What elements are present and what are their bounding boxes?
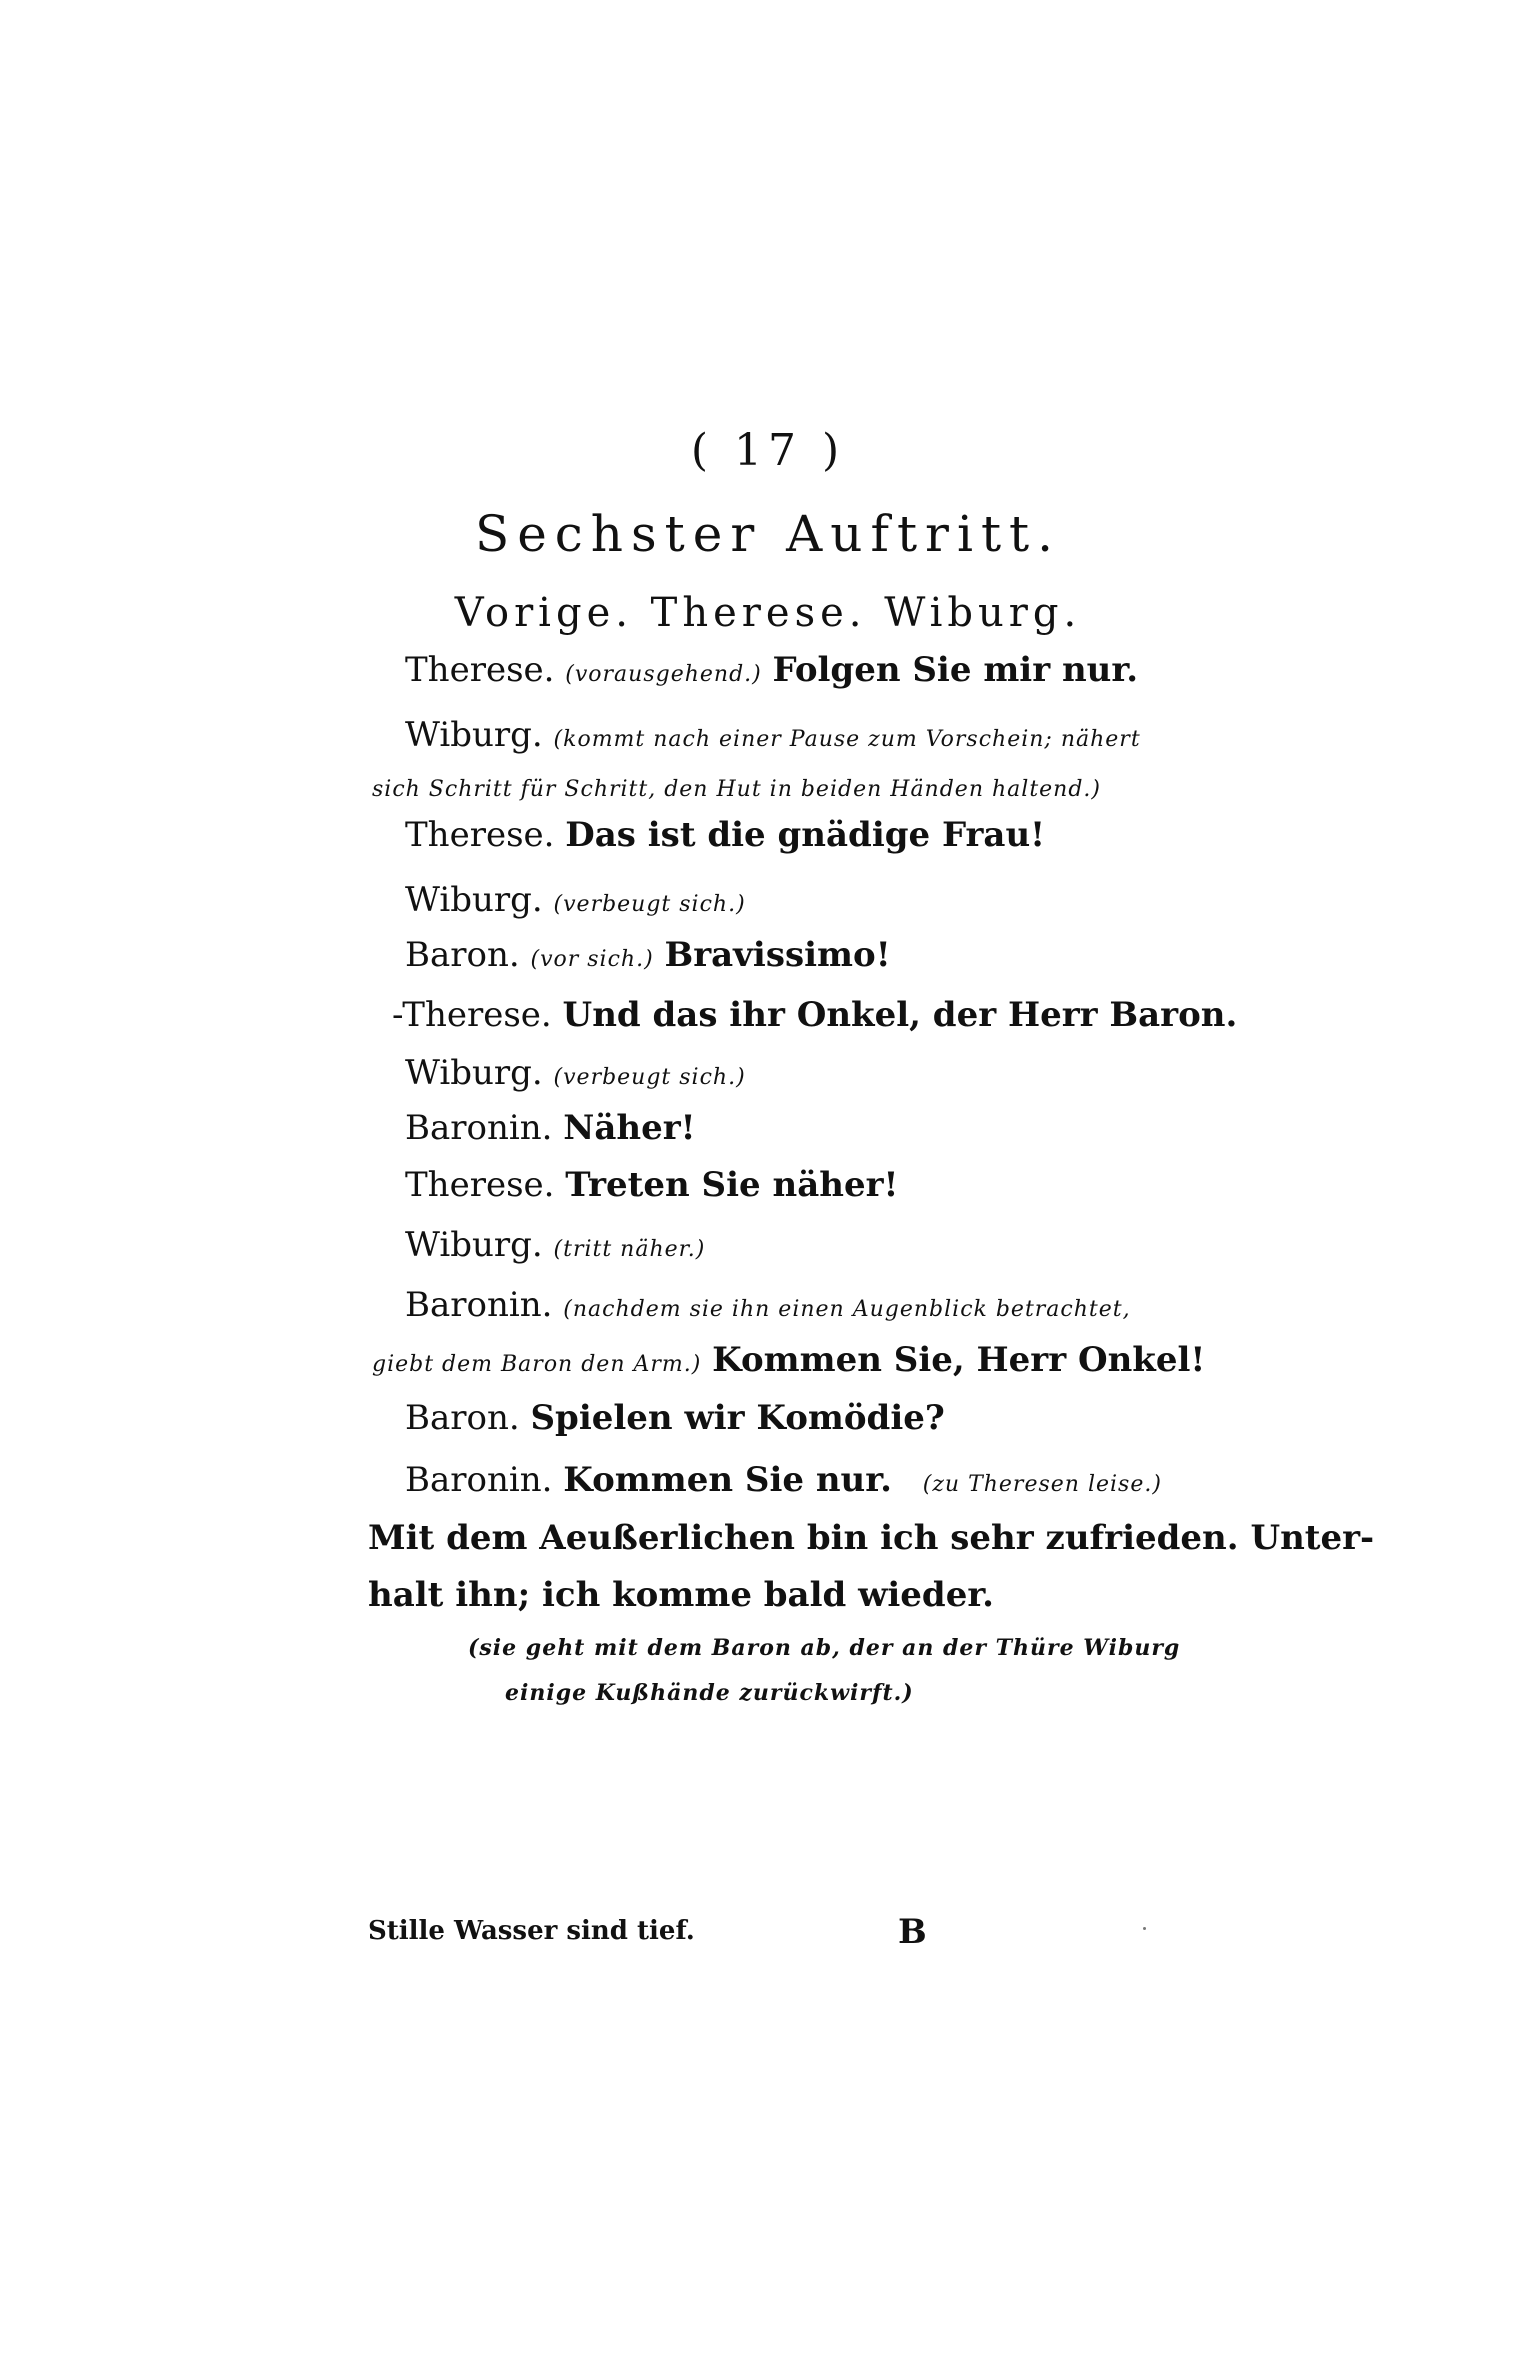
speaker-name: Wiburg.	[405, 1225, 543, 1265]
dialogue-line	[405, 1398, 945, 1438]
speaker-name: Baron.	[405, 935, 520, 975]
signature-line: Stille Wasser sind tief.	[368, 1916, 695, 1946]
dialogue-line	[405, 935, 891, 980]
dialogue-line	[405, 1460, 1162, 1505]
dialogue-line	[372, 1340, 1205, 1385]
closing-stage-direction: (sie geht mit dem Baron ab, der an der Thüre Wiburg	[468, 1635, 1181, 1661]
dialogue-line	[405, 1108, 696, 1148]
persons-list: Vorige. Therese. Wiburg.	[454, 590, 1082, 636]
speaker-name: -Therese.	[392, 995, 552, 1035]
stage-direction: (tritt näher.)	[553, 1237, 706, 1262]
speech-text: Kommen Sie, Herr Onkel!	[712, 1340, 1206, 1380]
speaker-name: Therese.	[405, 815, 555, 855]
speech-text: Folgen Sie mir nur.	[772, 650, 1139, 690]
speaker-name: Wiburg.	[405, 715, 543, 755]
dialogue-line	[372, 765, 1101, 810]
closing-stage-direction: einige Kußhände zurückwirft.)	[505, 1680, 914, 1706]
stage-direction: (zu Theresen leise.)	[922, 1472, 1162, 1497]
speech-text: Kommen Sie nur.	[563, 1460, 892, 1500]
signature-mark: B	[898, 1912, 927, 1952]
speech-text: Mit dem Aeußerlichen bin ich sehr zufrieden. Unter-	[368, 1518, 1375, 1558]
stage-direction: (nachdem sie ihn einen Augenblick betrachtet,	[563, 1297, 1131, 1322]
speaker-name: Therese.	[405, 650, 555, 690]
speaker-name: Baronin.	[405, 1108, 553, 1148]
scene-title: Sechster Auftritt.	[474, 505, 1062, 563]
speech-text: Spielen wir Komödie?	[530, 1398, 945, 1438]
speech-text: Bravissimo!	[664, 935, 891, 975]
speech-text: Näher!	[563, 1108, 696, 1148]
stage-direction: (verbeugt sich.)	[553, 892, 746, 917]
speaker-name: Wiburg.	[405, 880, 543, 920]
stage-direction: (verbeugt sich.)	[553, 1065, 746, 1090]
dialogue-line	[405, 650, 1138, 695]
dialogue-line	[405, 1225, 705, 1270]
speaker-name: Therese.	[405, 1165, 555, 1205]
speaker-name: Baronin.	[405, 1460, 553, 1500]
speech-text: halt ihn; ich komme bald wieder.	[368, 1575, 994, 1615]
speech-text: Und das ihr Onkel, der Herr Baron.	[562, 995, 1238, 1035]
dialogue-line	[405, 815, 1045, 855]
dialogue-line	[368, 1575, 994, 1615]
dialogue-line	[405, 715, 1141, 760]
speech-text: Das ist die gnädige Frau!	[565, 815, 1046, 855]
dialogue-line	[405, 880, 746, 925]
speech-text: Treten Sie näher!	[565, 1165, 899, 1205]
dialogue-line	[405, 1285, 1131, 1330]
stage-direction: (vorausgehend.)	[565, 662, 762, 687]
stage-direction: (kommt nach einer Pause zum Vorschein; nähert	[553, 727, 1141, 752]
dialogue-line	[392, 995, 1237, 1035]
stage-direction: giebt dem Baron den Arm.)	[372, 1352, 702, 1377]
page-speck	[1143, 1927, 1146, 1930]
speaker-name: Wiburg.	[405, 1053, 543, 1093]
speaker-name: Baron.	[405, 1398, 520, 1438]
stage-direction: sich Schritt für Schritt, den Hut in beiden Händen haltend.)	[372, 777, 1102, 802]
dialogue-line	[405, 1053, 746, 1098]
dialogue-line	[368, 1518, 1374, 1558]
dialogue-line	[405, 1165, 898, 1205]
stage-direction: (vor sich.)	[530, 947, 654, 972]
page-number: ( 17 )	[690, 425, 846, 476]
speaker-name: Baronin.	[405, 1285, 553, 1325]
